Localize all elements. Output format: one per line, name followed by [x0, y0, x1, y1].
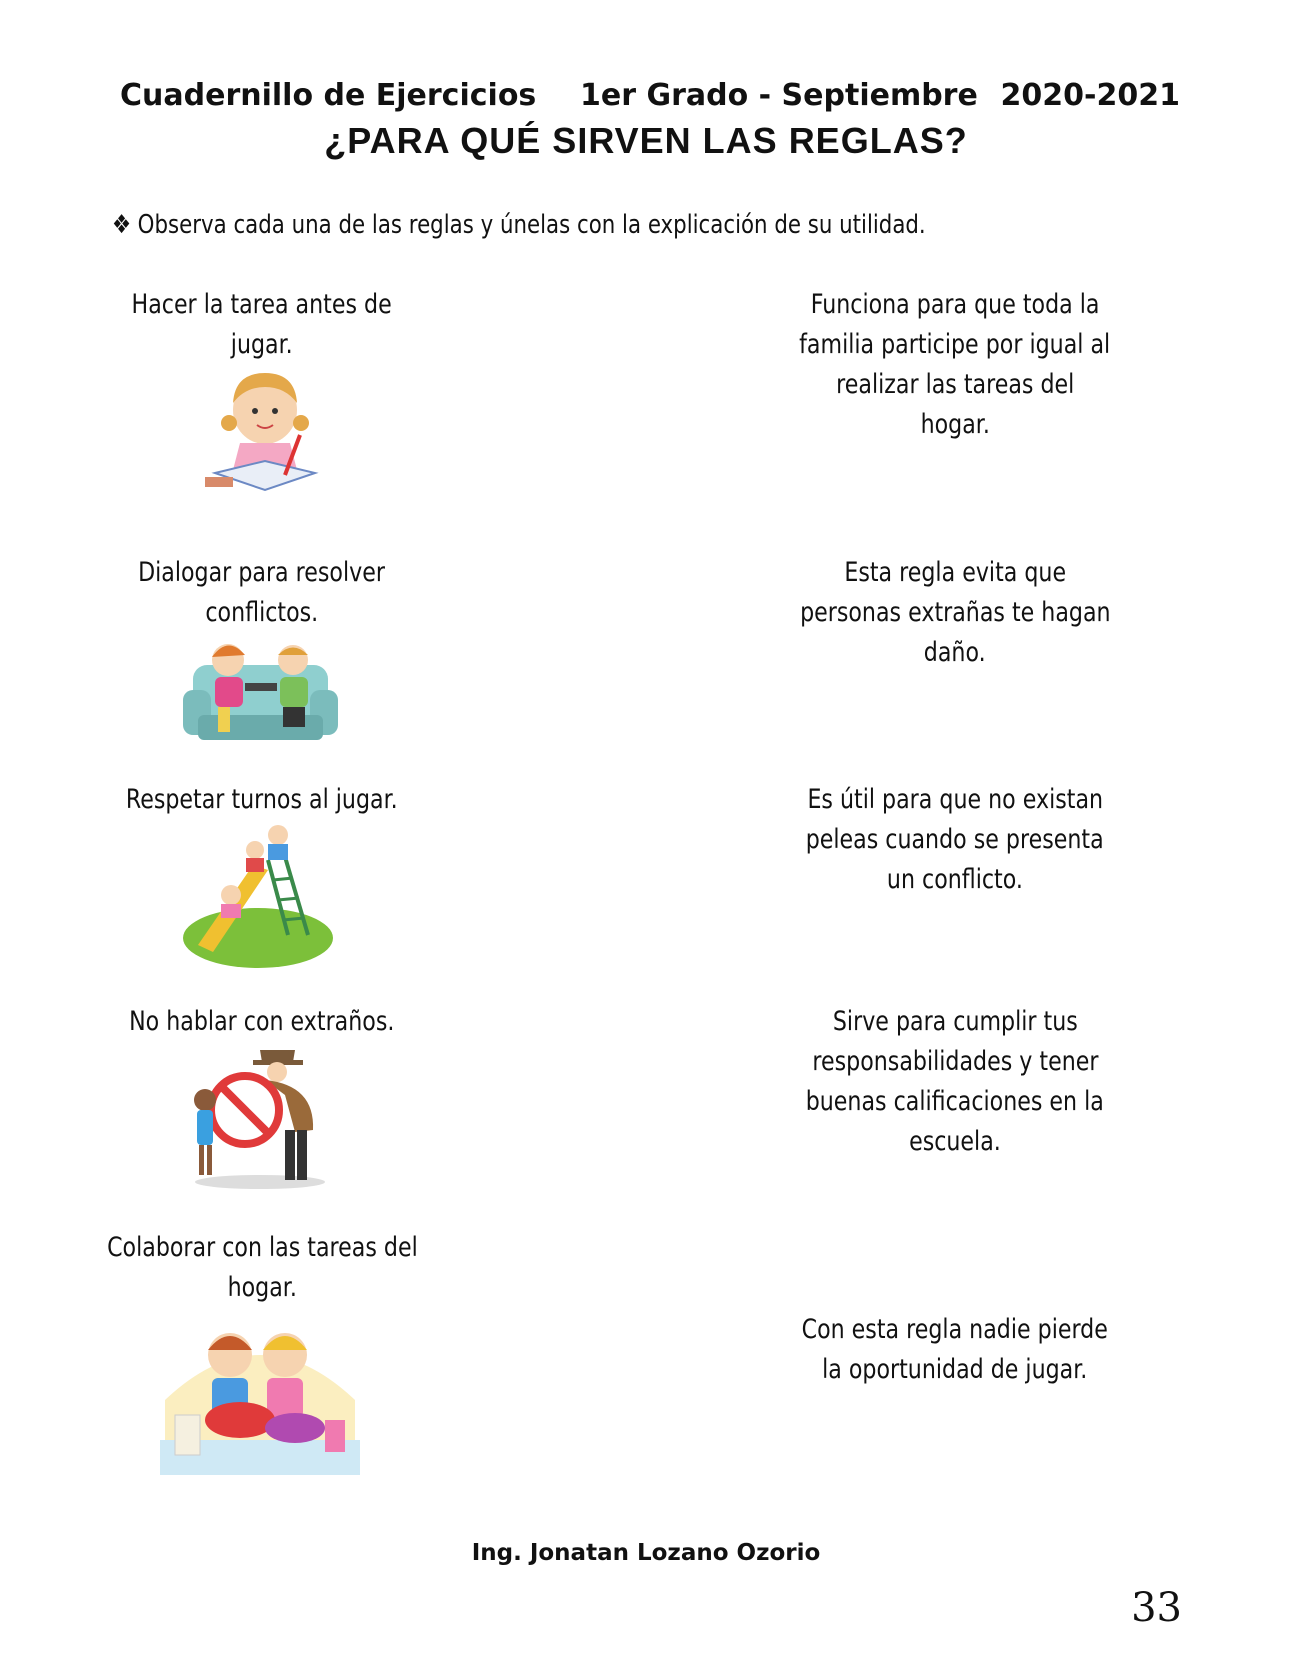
girl-doing-homework-icon [205, 365, 325, 500]
instruction-text: Observa cada una de las reglas y únelas con la explicación de su utilidad. [137, 210, 926, 240]
explanation-2-line2: personas extrañas te hagan [799, 597, 1111, 628]
explanation-4-line2: responsabilidades y tener [811, 1046, 1099, 1077]
explanation-3-line2: peleas cuando se presenta [806, 824, 1104, 855]
explanation-4-line3: buenas calificaciones en la [805, 1086, 1105, 1117]
kids-cooking-icon [160, 1320, 360, 1475]
explanation-4-line1: Sirve para cumplir tus [832, 1006, 1078, 1037]
kids-arguing-on-sofa-icon [183, 635, 338, 750]
rule-1-line2: jugar. [231, 329, 293, 360]
rule-5 [62, 1228, 462, 1308]
explanation-1-line3: realizar las tareas del [835, 369, 1075, 400]
rule-1 [62, 285, 462, 365]
rule-2-line2: conflictos. [205, 597, 319, 628]
rule-5-line1: Colaborar con las tareas del [106, 1232, 418, 1263]
header-right: 2020-2021 [1000, 78, 1180, 113]
explanation-3-line3: un conflicto. [886, 864, 1023, 895]
diamond-bullet-icon: ❖ [112, 210, 132, 240]
page-number: 33 [1131, 1585, 1182, 1631]
rule-2 [62, 553, 462, 633]
rule-3 [62, 780, 462, 820]
explanation-5-line1: Con esta regla nadie pierde [801, 1314, 1109, 1345]
rule-4 [62, 1002, 462, 1042]
rule-3-line1: Respetar turnos al jugar. [126, 784, 398, 815]
explanation-1-line1: Funciona para que toda la [810, 289, 1100, 320]
kids-on-slide-icon [183, 820, 333, 970]
header [120, 78, 1180, 118]
stranger-danger-icon [185, 1040, 335, 1190]
explanation-3 [755, 780, 1155, 900]
explanation-1-line4: hogar. [920, 409, 990, 440]
author-footer: Ing. Jonatan Lozano Ozorio [471, 1540, 821, 1566]
rule-5-line2: hogar. [227, 1272, 297, 1303]
header-left: Cuadernillo de Ejercicios [120, 78, 537, 113]
instruction [112, 210, 926, 240]
rule-2-line1: Dialogar para resolver [138, 557, 386, 588]
explanation-5 [755, 1310, 1155, 1390]
explanation-1 [755, 285, 1155, 445]
header-center: 1er Grado - Septiembre [580, 78, 978, 113]
rule-4-line1: No hablar con extraños. [129, 1006, 395, 1037]
explanation-1-line2: familia participe por igual al [799, 329, 1111, 360]
explanation-2-line3: daño. [924, 637, 986, 668]
explanation-5-line2: la oportunidad de jugar. [822, 1354, 1088, 1385]
rule-1-line1: Hacer la tarea antes de [131, 289, 393, 320]
explanation-2 [755, 553, 1155, 673]
explanation-3-line1: Es útil para que no existan [807, 784, 1103, 815]
explanation-4 [755, 1002, 1155, 1162]
explanation-2-line1: Esta regla evita que [844, 557, 1066, 588]
page-title: ¿PARA QUÉ SIRVEN LAS REGLAS? [324, 120, 968, 161]
explanation-4-line4: escuela. [909, 1126, 1001, 1157]
